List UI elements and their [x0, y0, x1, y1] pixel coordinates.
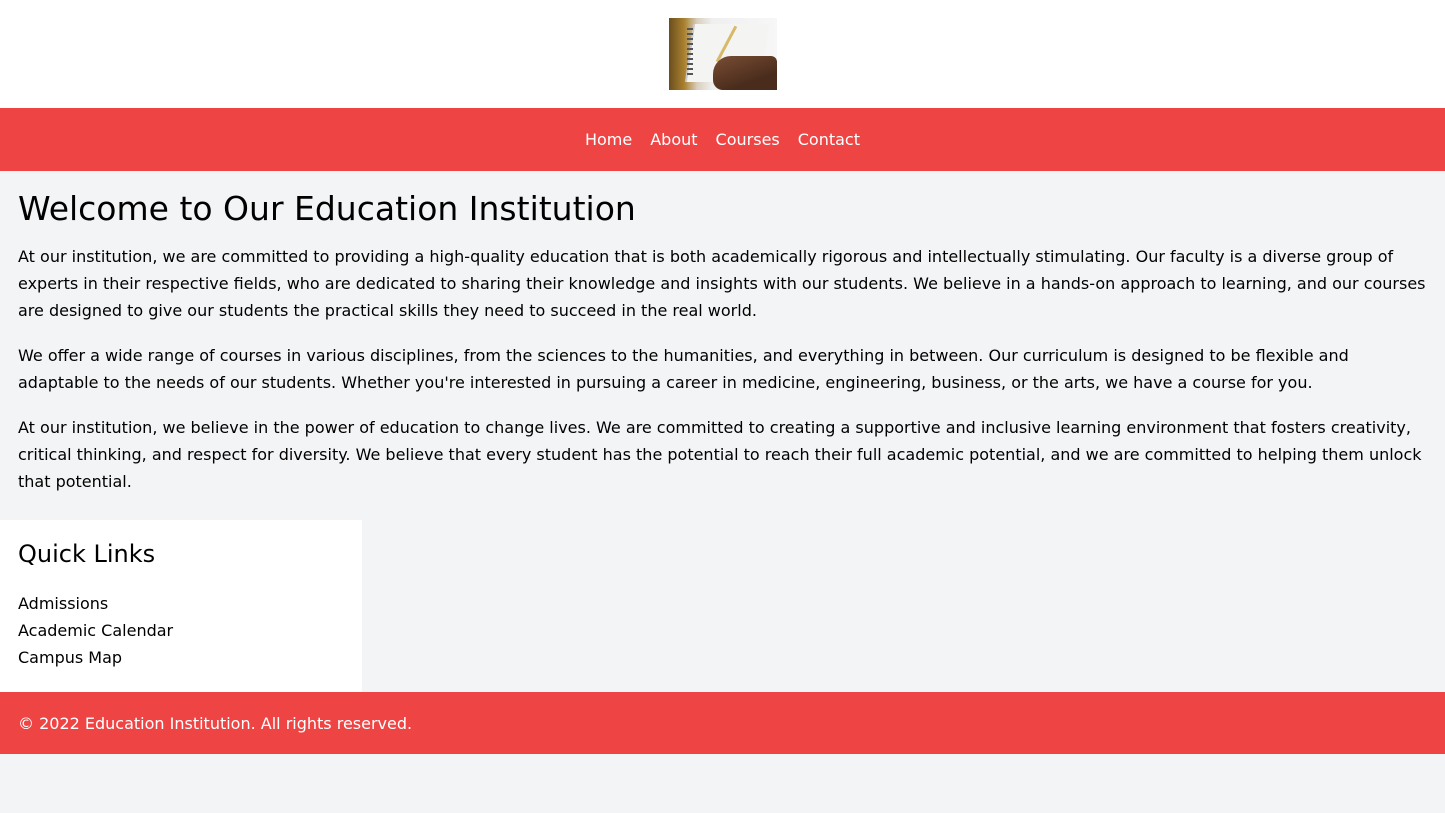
mission-paragraph: At our institution, we believe in the power of education to change lives. We are committed to creating a supportive and inclusive learning environment that fosters creativity, critical thinking, and respect for diversity. We believe that every student has the potential to reach their full academic potential, and we are committed to helping them unlock that potential. [18, 418, 1422, 491]
courses-paragraph: We offer a wide range of courses in various disciplines, from the sciences to the humanities, and everything in between. Our curriculum is designed to be flexible and adaptable to the needs of our students. Whether you're interested in pursuing a career in medicine, engineering, business, or the arts, we have a course for you. [18, 346, 1349, 392]
list-item [18, 644, 344, 671]
academic-calendar-link[interactable]: Academic Calendar [18, 621, 174, 640]
main-content [0, 171, 1445, 520]
admissions-link[interactable]: Admissions [18, 594, 109, 613]
page-title: Welcome to Our Education Institution [18, 189, 636, 228]
notebook-writing-photo-icon[interactable] [669, 18, 777, 90]
hand-shape [713, 56, 777, 90]
nav-item-courses[interactable]: Courses [715, 130, 780, 149]
list-item [18, 617, 344, 644]
quick-links-title: Quick Links [18, 540, 156, 568]
main-nav [0, 108, 1445, 171]
site-footer [0, 692, 1445, 754]
nav-item-about[interactable]: About [650, 130, 698, 149]
nav-item-contact[interactable]: Contact [797, 130, 860, 149]
quick-links-panel [0, 520, 362, 692]
nav-item-home[interactable]: Home [584, 130, 633, 149]
copyright-text: © 2022 Education Institution. All rights reserved. [18, 713, 413, 733]
list-item [18, 590, 344, 617]
campus-map-link[interactable]: Campus Map [18, 648, 123, 667]
quick-links-list [18, 590, 344, 671]
site-header [0, 0, 1445, 108]
notebook-rings [687, 28, 693, 78]
intro-paragraph: At our institution, we are committed to providing a high-quality education that is both academically rigorous and intellectually stimulating. Our faculty is a diverse group of experts in their respective fields, who are dedicated to sharing their knowledge and insights with our students. We believe in a hands-on approach to learning, and our courses are designed to give our students the practical skills they need to succeed in the real world. [18, 247, 1426, 320]
